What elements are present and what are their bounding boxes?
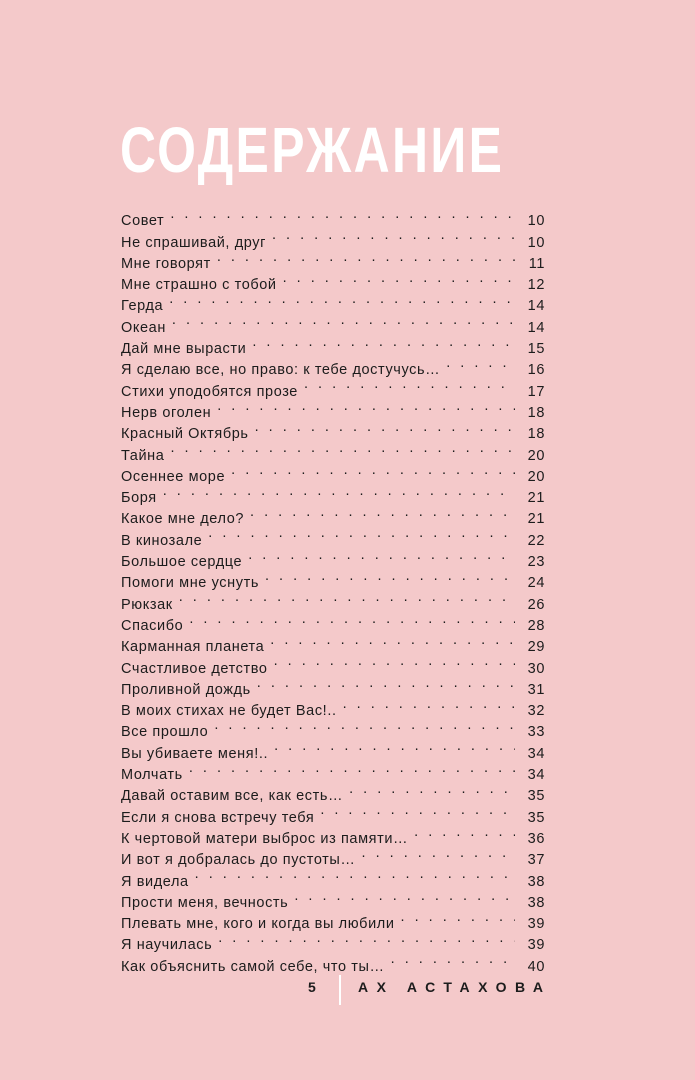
toc-entry-page: 20 bbox=[527, 468, 545, 485]
toc-entry-page: 37 bbox=[527, 852, 545, 869]
toc-entry bbox=[121, 438, 545, 464]
toc-entry-page: 21 bbox=[527, 511, 545, 528]
dot-leader bbox=[163, 481, 515, 502]
dot-leader bbox=[214, 715, 515, 736]
dot-leader bbox=[218, 928, 515, 949]
dot-leader bbox=[252, 332, 515, 353]
toc-entry-title: Стихи уподобятся прозе bbox=[121, 383, 298, 400]
toc-entry bbox=[121, 225, 545, 251]
toc-entry-title: Как объяснить самой себе, что ты… bbox=[121, 958, 385, 975]
toc-entry-title: К чертовой матери выброс из памяти… bbox=[121, 830, 409, 847]
toc-entry-title: Мне говорят bbox=[121, 255, 211, 272]
dot-leader bbox=[265, 566, 515, 587]
toc-entry-page: 10 bbox=[527, 234, 545, 251]
toc-entry-page: 40 bbox=[527, 958, 545, 975]
toc-entry-page: 12 bbox=[527, 277, 545, 294]
dot-leader bbox=[272, 225, 515, 246]
toc-entry-page: 18 bbox=[527, 426, 545, 443]
toc-entry bbox=[121, 587, 545, 613]
toc-entry-page: 30 bbox=[527, 660, 545, 677]
toc-entry bbox=[121, 460, 545, 485]
author-name: АХ АСТАХОВА bbox=[358, 979, 552, 995]
toc-entry-title: Осеннее море bbox=[121, 468, 226, 485]
toc-entry-title: Совет bbox=[121, 213, 165, 230]
toc-entry-title: Дай мне вырасти bbox=[121, 341, 247, 358]
dot-leader bbox=[179, 587, 515, 608]
toc-entry-page: 28 bbox=[527, 617, 545, 634]
dot-leader bbox=[274, 651, 515, 672]
toc-entry-title: Помоги мне уснуть bbox=[121, 575, 259, 592]
toc-entry-title: Я видела bbox=[121, 873, 189, 890]
toc-entry-page: 15 bbox=[527, 341, 545, 358]
toc-entry-title: Вы убиваете меня!.. bbox=[121, 745, 269, 762]
toc-entry-title: Не спрашивай, друг bbox=[121, 234, 266, 251]
dot-leader bbox=[189, 758, 515, 779]
dot-leader bbox=[362, 843, 515, 864]
toc-entry-title: Молчать bbox=[121, 767, 183, 784]
toc-entry-page: 21 bbox=[527, 490, 545, 507]
toc-entry-title: В моих стихах не будет Вас!.. bbox=[121, 703, 337, 720]
toc-entry-title: Большое сердце bbox=[121, 554, 243, 571]
toc-entry-title: Какое мне дело? bbox=[121, 511, 245, 528]
dot-leader bbox=[414, 822, 515, 843]
toc-entry-page: 32 bbox=[527, 703, 545, 720]
dot-leader bbox=[208, 523, 515, 544]
toc-entry-title: Прости меня, вечность bbox=[121, 894, 289, 911]
toc-entry-title: Красный Октябрь bbox=[121, 426, 249, 443]
dot-leader bbox=[304, 374, 515, 395]
dot-leader bbox=[320, 800, 515, 821]
dot-leader bbox=[257, 673, 515, 694]
toc-entry-title: Я научилась bbox=[121, 937, 213, 954]
toc-entry bbox=[121, 204, 545, 230]
toc-entry-title: Герда bbox=[121, 298, 164, 315]
toc-entry-title: Давай оставим все, как есть… bbox=[121, 788, 344, 805]
dot-leader bbox=[169, 289, 515, 310]
toc-entry-page: 11 bbox=[528, 255, 545, 272]
toc-entry-page: 36 bbox=[527, 830, 545, 847]
toc-entry-page: 34 bbox=[527, 767, 545, 784]
toc-entry bbox=[121, 609, 545, 634]
dot-leader bbox=[231, 460, 515, 481]
toc-entry-title: Проливной дождь bbox=[121, 681, 251, 698]
toc-entry-page: 31 bbox=[527, 681, 545, 698]
toc-entry-title: Счастливое детство bbox=[121, 660, 268, 677]
page-footer bbox=[0, 975, 695, 1005]
toc-entry-title: Я сделаю все, но право: к тебе достучусь… bbox=[121, 362, 441, 379]
toc-entry-title: Океан bbox=[121, 319, 166, 336]
toc-entry-page: 24 bbox=[527, 575, 545, 592]
toc-entry-page: 29 bbox=[527, 639, 545, 656]
toc-entry-title: Плевать мне, кого и когда вы любили bbox=[121, 916, 395, 933]
toc-entry-title: И вот я добралась до пустоты… bbox=[121, 852, 356, 869]
dot-leader bbox=[248, 545, 515, 566]
toc-entry-page: 39 bbox=[527, 937, 545, 954]
toc-entry bbox=[121, 289, 545, 315]
dot-leader bbox=[274, 736, 515, 757]
dot-leader bbox=[401, 907, 515, 928]
toc-entry-page: 39 bbox=[527, 916, 545, 933]
toc-entry bbox=[121, 332, 545, 358]
dot-leader bbox=[170, 204, 515, 225]
toc-entry-page: 35 bbox=[527, 809, 545, 826]
toc-entry-page: 26 bbox=[527, 596, 545, 613]
table-of-contents bbox=[121, 204, 545, 975]
toc-entry-page: 38 bbox=[527, 873, 545, 890]
dot-leader bbox=[170, 438, 515, 459]
toc-entry-page: 18 bbox=[527, 404, 545, 421]
toc-entry-title: Нерв оголен bbox=[121, 404, 212, 421]
toc-entry-page: 17 bbox=[527, 383, 545, 400]
dot-leader bbox=[343, 694, 515, 715]
dot-leader bbox=[294, 886, 515, 907]
toc-entry-page: 20 bbox=[527, 447, 545, 464]
dot-leader bbox=[446, 353, 515, 374]
dot-leader bbox=[270, 630, 515, 651]
toc-entry-page: 23 bbox=[527, 554, 545, 571]
dot-leader bbox=[189, 609, 515, 630]
dot-leader bbox=[255, 417, 515, 438]
toc-entry-page: 14 bbox=[527, 319, 545, 336]
toc-entry-title: Мне страшно с тобой bbox=[121, 277, 277, 294]
page-title: СОДЕРЖАНИЕ bbox=[120, 114, 505, 186]
toc-entry-page: 16 bbox=[527, 362, 545, 379]
page-number: 5 bbox=[308, 979, 317, 995]
dot-leader bbox=[391, 949, 515, 970]
dot-leader bbox=[217, 247, 515, 268]
dot-leader bbox=[172, 310, 515, 331]
toc-entry-title: Если я снова встречу тебя bbox=[121, 809, 315, 826]
toc-entry-title: Рюкзак bbox=[121, 596, 173, 613]
dot-leader bbox=[195, 864, 515, 885]
toc-entry-page: 35 bbox=[527, 788, 545, 805]
toc-entry-title: Спасибо bbox=[121, 617, 184, 634]
toc-entry-title: Все прошло bbox=[121, 724, 209, 741]
toc-entry bbox=[121, 310, 545, 336]
toc-entry-page: 14 bbox=[527, 298, 545, 315]
footer-divider bbox=[339, 975, 341, 1005]
dot-leader bbox=[283, 268, 515, 289]
toc-entry-title: Тайна bbox=[121, 447, 165, 464]
toc-entry-title: Карманная планета bbox=[121, 639, 265, 656]
toc-entry-page: 22 bbox=[527, 532, 545, 549]
toc-entry-page: 34 bbox=[527, 745, 545, 762]
toc-entry-title: В кинозале bbox=[121, 532, 203, 549]
dot-leader bbox=[250, 502, 515, 523]
toc-entry-page: 10 bbox=[527, 213, 545, 230]
dot-leader bbox=[349, 779, 515, 800]
toc-entry-title: Боря bbox=[121, 490, 157, 507]
toc-entry bbox=[121, 502, 545, 528]
toc-entry-page: 33 bbox=[527, 724, 545, 741]
toc-entry bbox=[121, 481, 545, 507]
toc-entry-page: 38 bbox=[527, 894, 545, 911]
dot-leader bbox=[217, 396, 515, 417]
